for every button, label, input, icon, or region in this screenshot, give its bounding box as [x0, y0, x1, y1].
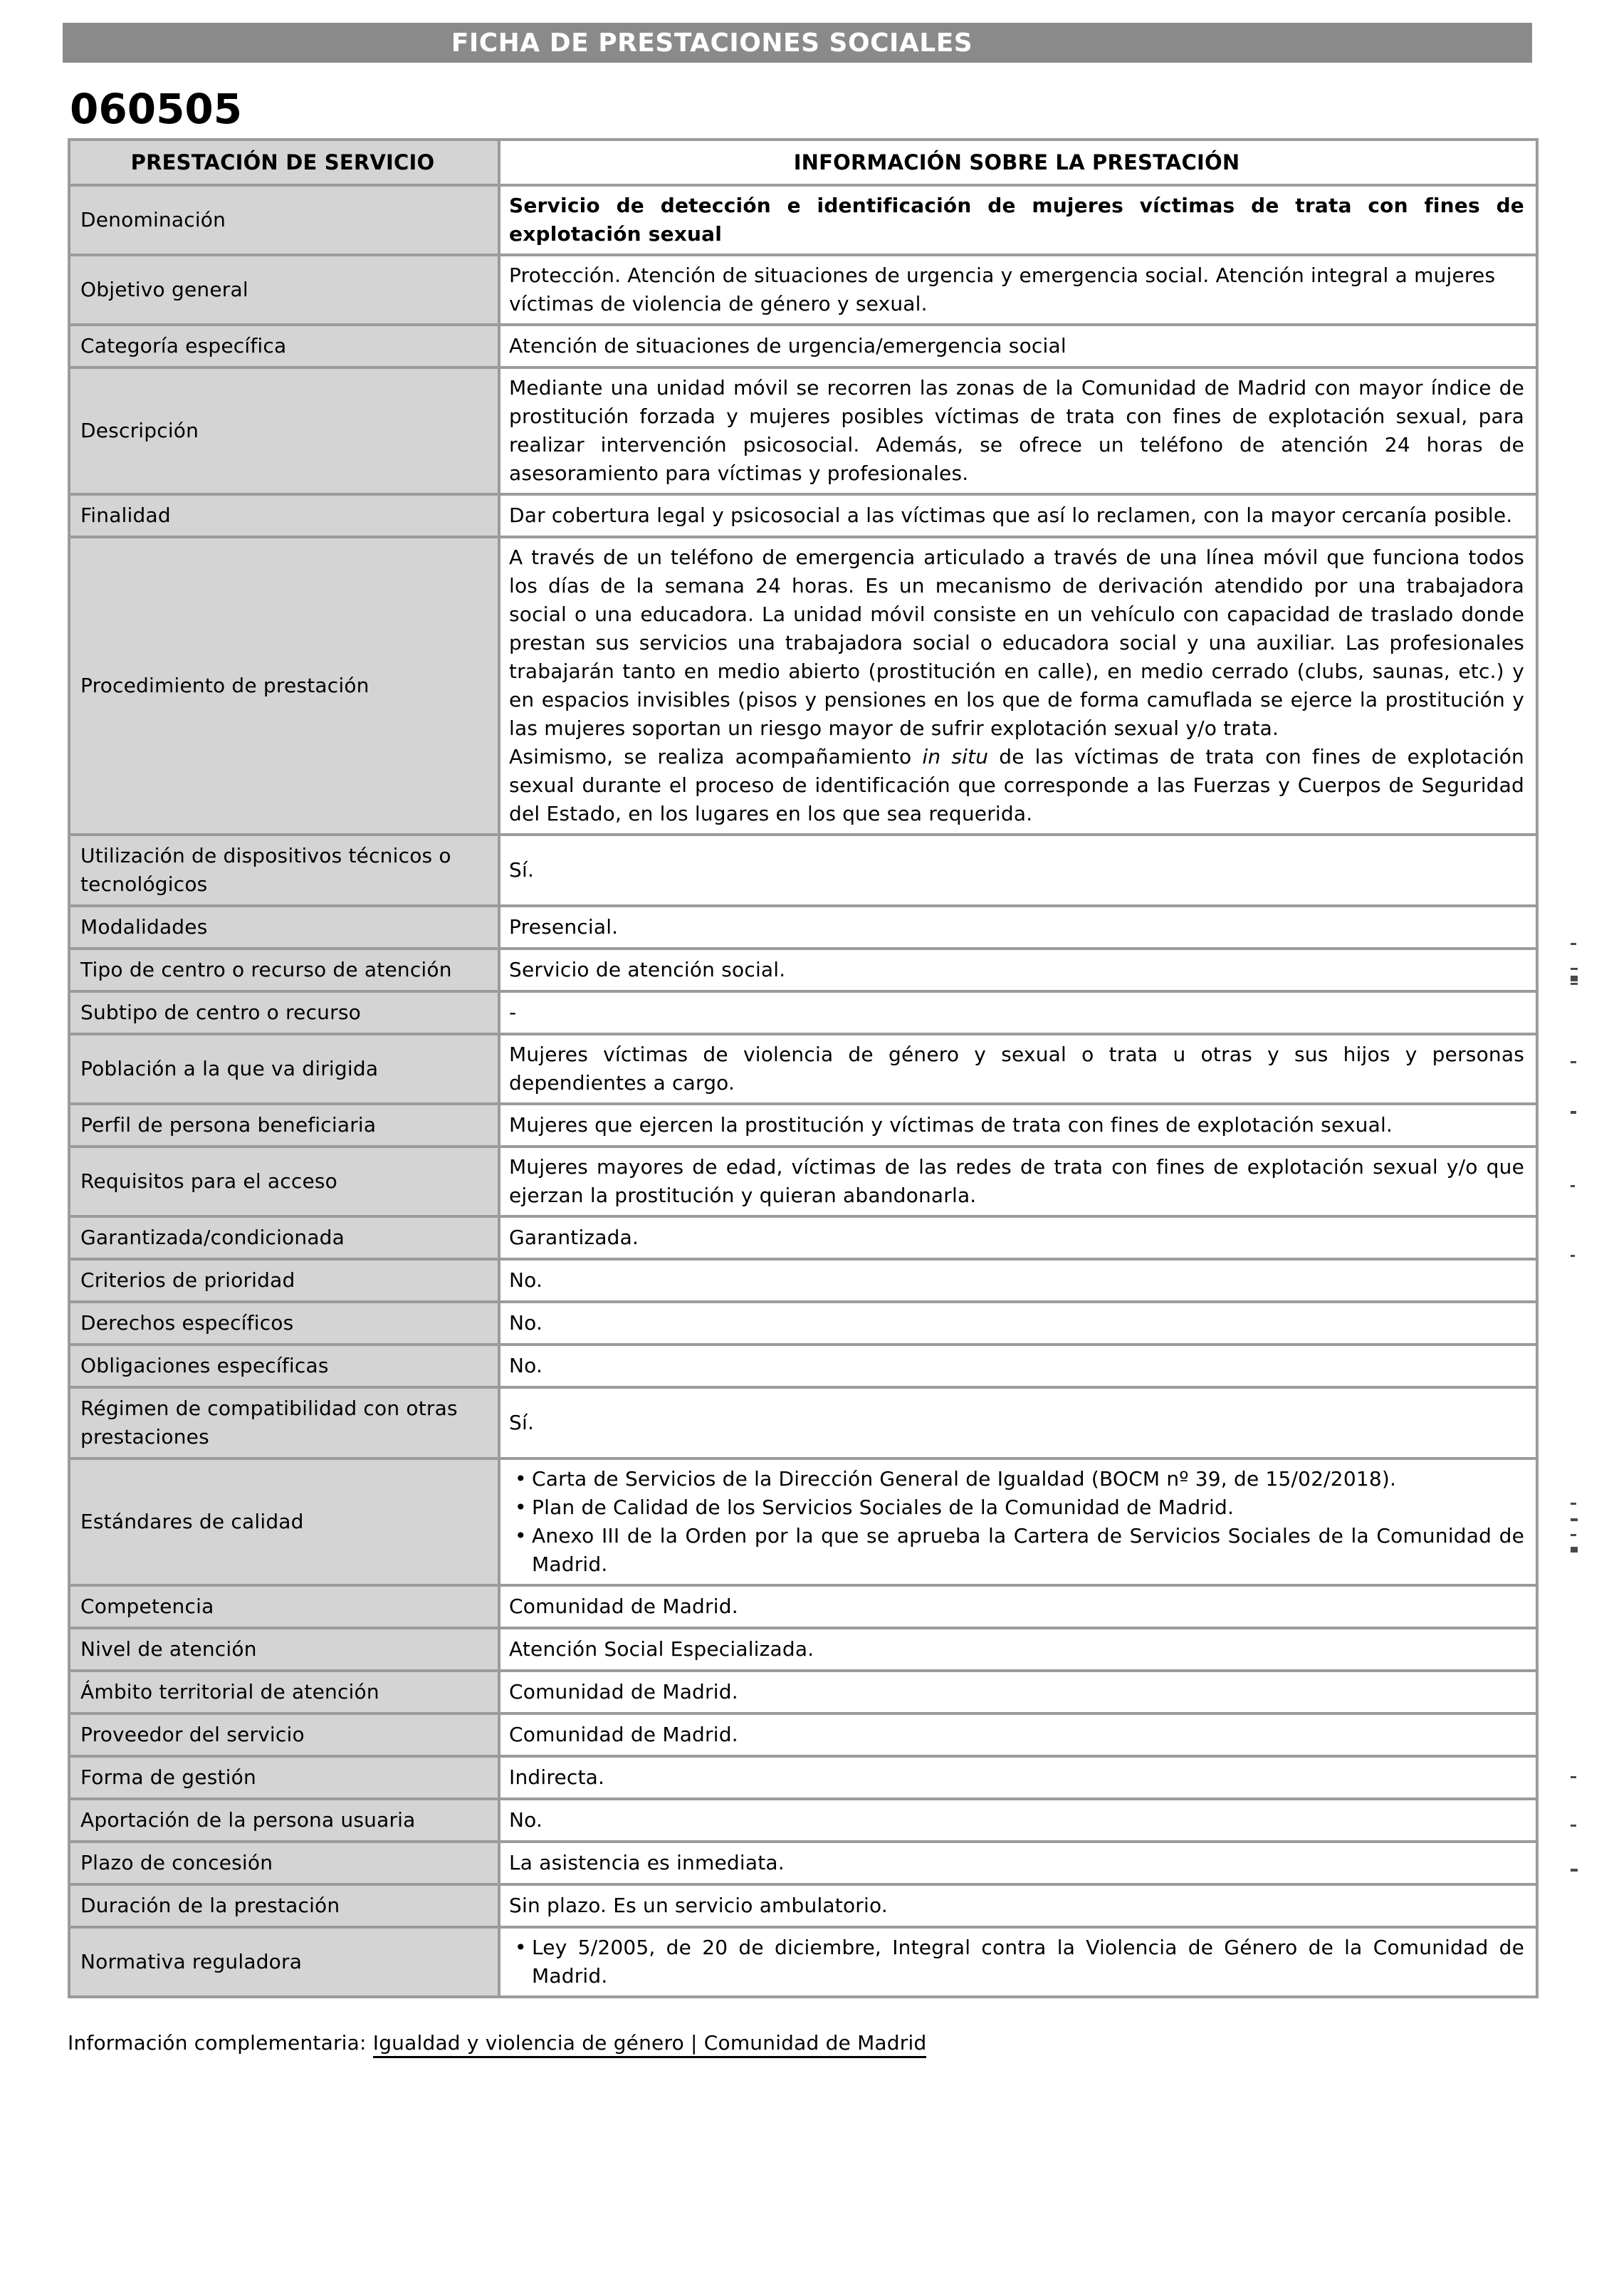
row-label: Utilización de dispositivos técnicos o tecnológicos: [70, 836, 500, 904]
table-row: [70, 1258, 1536, 1300]
row-value: Comunidad de Madrid.: [509, 1723, 738, 1746]
table-row: [70, 947, 1536, 990]
row-label: Perfil de persona beneficiaria: [70, 1105, 500, 1145]
row-label: Régimen de compatibilidad con otras prestaciones: [70, 1389, 500, 1457]
row-value: A través de un teléfono de emergencia articulado a través de una línea móvil que funciona todos los días de la semana 24 horas. Es un mecanismo de derivación atendido por una trabajadora social o una educadora. La unidad móvil consiste en un vehículo con capacidad de traslado donde prestan sus servicios una trabajadora social o educadora social y una auxiliar. Las profesionales trabajarán tanto en medio abierto (prostitución en calle), en medio cerrado (clubs, saunas, etc.) y en espacios invisibles (pisos y pensiones en los que de forma camuflada se ejerce la prostitución y las mujeres soportan un riesgo mayor de sufrir explotación sexual y/o trata. Asimismo, se realiza acompañamiento in situ de las víctimas de trata con fines de explotación sexual durante el proceso de identificación que corresponde a las Fuerzas y Cuerpos de Seguridad del Estado, en los lugares en los que sea requerida.: [509, 546, 1525, 825]
table-row: [70, 536, 1536, 833]
row-label: Forma de gestión: [70, 1758, 500, 1797]
row-value: [500, 1460, 1536, 1584]
margin-mark: [1571, 1061, 1576, 1063]
margin-mark: [1571, 1547, 1578, 1553]
table-row: [70, 1386, 1536, 1457]
row-value: Comunidad de Madrid.: [509, 1595, 738, 1618]
margin-mark: [1571, 1776, 1576, 1778]
row-value: Mediante una unidad móvil se recorren las zonas de la Comunidad de Madrid con mayor índice de prostitución forzada y mujeres posibles víctimas de trata con fines de explotación sexual, para realizar intervención psicosocial. Además, se ofrece un teléfono de atención 24 horas de asesoramiento para víctimas y profesionales.: [509, 376, 1524, 485]
table-row: [70, 366, 1536, 493]
margin-mark: [1571, 1825, 1576, 1827]
row-label: Denominación: [70, 187, 500, 254]
row-label: Finalidad: [70, 496, 500, 536]
row-value: Sí.: [509, 1411, 535, 1434]
document-page: [0, 23, 1609, 2296]
table-row: [70, 1883, 1536, 1926]
margin-mark: [1571, 1111, 1576, 1114]
row-value: Comunidad de Madrid.: [509, 1680, 738, 1703]
table-row: [70, 323, 1536, 366]
row-label: Requisitos para el acceso: [70, 1148, 500, 1215]
bullet-item: • Ley 5/2005, de 20 de diciembre, Integral contra la Violencia de Género de la Comunidad de Madrid.: [509, 1934, 1524, 1990]
table-row: [70, 254, 1536, 323]
margin-mark: [1571, 1534, 1576, 1536]
row-value: -: [509, 1001, 517, 1024]
margin-mark: [1571, 983, 1578, 985]
row-value: Atención Social Especializada.: [509, 1637, 814, 1661]
row-value: Garantizada.: [509, 1226, 639, 1249]
row-value: Sin plazo. Es un servicio ambulatorio.: [509, 1894, 888, 1917]
table-row: [70, 1343, 1536, 1386]
row-value: No.: [509, 1311, 543, 1335]
table-row: [70, 1840, 1536, 1883]
table-row: [70, 1584, 1536, 1627]
row-label: Plazo de concesión: [70, 1843, 500, 1883]
row-label: Tipo de centro o recurso de atención: [70, 950, 500, 990]
row-value: Sí.: [509, 858, 535, 882]
row-label: Objetivo general: [70, 256, 500, 323]
ficha-table: [68, 138, 1539, 1998]
table-row: [70, 1797, 1536, 1840]
table-row: [70, 1926, 1536, 1995]
table-row: [70, 904, 1536, 947]
row-value: Servicio de atención social.: [509, 958, 786, 981]
row-value: No.: [509, 1354, 543, 1377]
margin-mark: [1571, 1185, 1575, 1187]
bullet-item: • Plan de Calidad de los Servicios Sociales de la Comunidad de Madrid.: [509, 1493, 1524, 1522]
row-value: Mujeres que ejercen la prostitución y víctimas de trata con fines de explotación sexual.: [509, 1113, 1393, 1137]
row-value: [500, 1929, 1536, 1995]
footer-note: [68, 2031, 1609, 2055]
margin-mark: [1571, 943, 1576, 945]
margin-mark: [1571, 1503, 1576, 1505]
table-row: [70, 1033, 1536, 1102]
row-label: Descripción: [70, 369, 500, 493]
row-value: No.: [509, 1268, 543, 1292]
table-row: [70, 1457, 1536, 1584]
table-row: [70, 833, 1536, 904]
row-value: Presencial.: [509, 915, 619, 939]
row-label: Proveedor del servicio: [70, 1715, 500, 1755]
table-row: [70, 990, 1536, 1033]
row-label: Criterios de prioridad: [70, 1261, 500, 1300]
margin-mark: [1571, 1869, 1578, 1872]
top-banner: [63, 23, 1532, 63]
row-label: Competencia: [70, 1587, 500, 1627]
row-label: Población a la que va dirigida: [70, 1035, 500, 1102]
row-value: No.: [509, 1808, 543, 1832]
table-row: [70, 184, 1536, 254]
row-label: Procedimiento de prestación: [70, 538, 500, 833]
row-label: Duración de la prestación: [70, 1886, 500, 1926]
bullet-item: • Carta de Servicios de la Dirección General de Igualdad (BOCM nº 39, de 15/02/2018).: [509, 1465, 1524, 1493]
row-value: Servicio de detección e identificación de mujeres víctimas de trata con fines de explotación sexual: [509, 194, 1524, 246]
row-label: Aportación de la persona usuaria: [70, 1800, 500, 1840]
row-label: Categoría específica: [70, 326, 500, 366]
row-value: Mujeres mayores de edad, víctimas de las redes de trata con fines de explotación sexual y/o que ejerzan la prostitución y quieran abandonarla.: [509, 1155, 1524, 1207]
footer-label: Información complementaria:: [68, 2031, 373, 2055]
margin-mark: [1571, 976, 1578, 981]
row-label: Estándares de calidad: [70, 1460, 500, 1584]
row-label: Modalidades: [70, 907, 500, 947]
table-row: [70, 493, 1536, 536]
row-label: Garantizada/condicionada: [70, 1218, 500, 1258]
margin-mark: [1571, 1518, 1578, 1521]
table-row: [70, 1755, 1536, 1797]
footer-link[interactable]: Igualdad y violencia de género | Comunidad de Madrid: [373, 2031, 927, 2058]
table-row: [70, 1627, 1536, 1669]
bullet-item: • Anexo III de la Orden por la que se aprueba la Cartera de Servicios Sociales de la Comunidad de Madrid.: [509, 1522, 1524, 1579]
header-col-prestacion: PRESTACIÓN DE SERVICIO: [70, 141, 500, 184]
table-row: [70, 1145, 1536, 1215]
table-row: [70, 1102, 1536, 1145]
table-row: [70, 1669, 1536, 1712]
table-row: [70, 1300, 1536, 1343]
row-label: Derechos específicos: [70, 1303, 500, 1343]
row-value: Protección. Atención de situaciones de urgencia y emergencia social. Atención integral a mujeres víctimas de violencia de género y sexual.: [509, 263, 1496, 315]
row-label: Obligaciones específicas: [70, 1346, 500, 1386]
row-label: Subtipo de centro o recurso: [70, 993, 500, 1033]
banner-title: FICHA DE PRESTACIONES SOCIALES: [451, 28, 973, 58]
table-header-row: [70, 141, 1536, 184]
prestacion-code: 060505: [70, 85, 243, 133]
row-value: La asistencia es inmediata.: [509, 1851, 785, 1874]
table-row: [70, 1215, 1536, 1258]
margin-mark: [1571, 1255, 1575, 1257]
margin-mark: [1571, 968, 1578, 970]
row-label: Nivel de atención: [70, 1629, 500, 1669]
row-value: Indirecta.: [509, 1765, 605, 1789]
row-label: Normativa reguladora: [70, 1929, 500, 1995]
row-value: Mujeres víctimas de violencia de género y sexual o trata u otras y sus hijos y personas dependientes a cargo.: [509, 1043, 1524, 1095]
row-value: Atención de situaciones de urgencia/emergencia social: [509, 334, 1066, 358]
table-row: [70, 1712, 1536, 1755]
row-label: Ámbito territorial de atención: [70, 1672, 500, 1712]
row-value: Dar cobertura legal y psicosocial a las víctimas que así lo reclamen, con la mayor cercanía posible.: [509, 503, 1513, 527]
header-col-informacion: INFORMACIÓN SOBRE LA PRESTACIÓN: [793, 150, 1240, 174]
